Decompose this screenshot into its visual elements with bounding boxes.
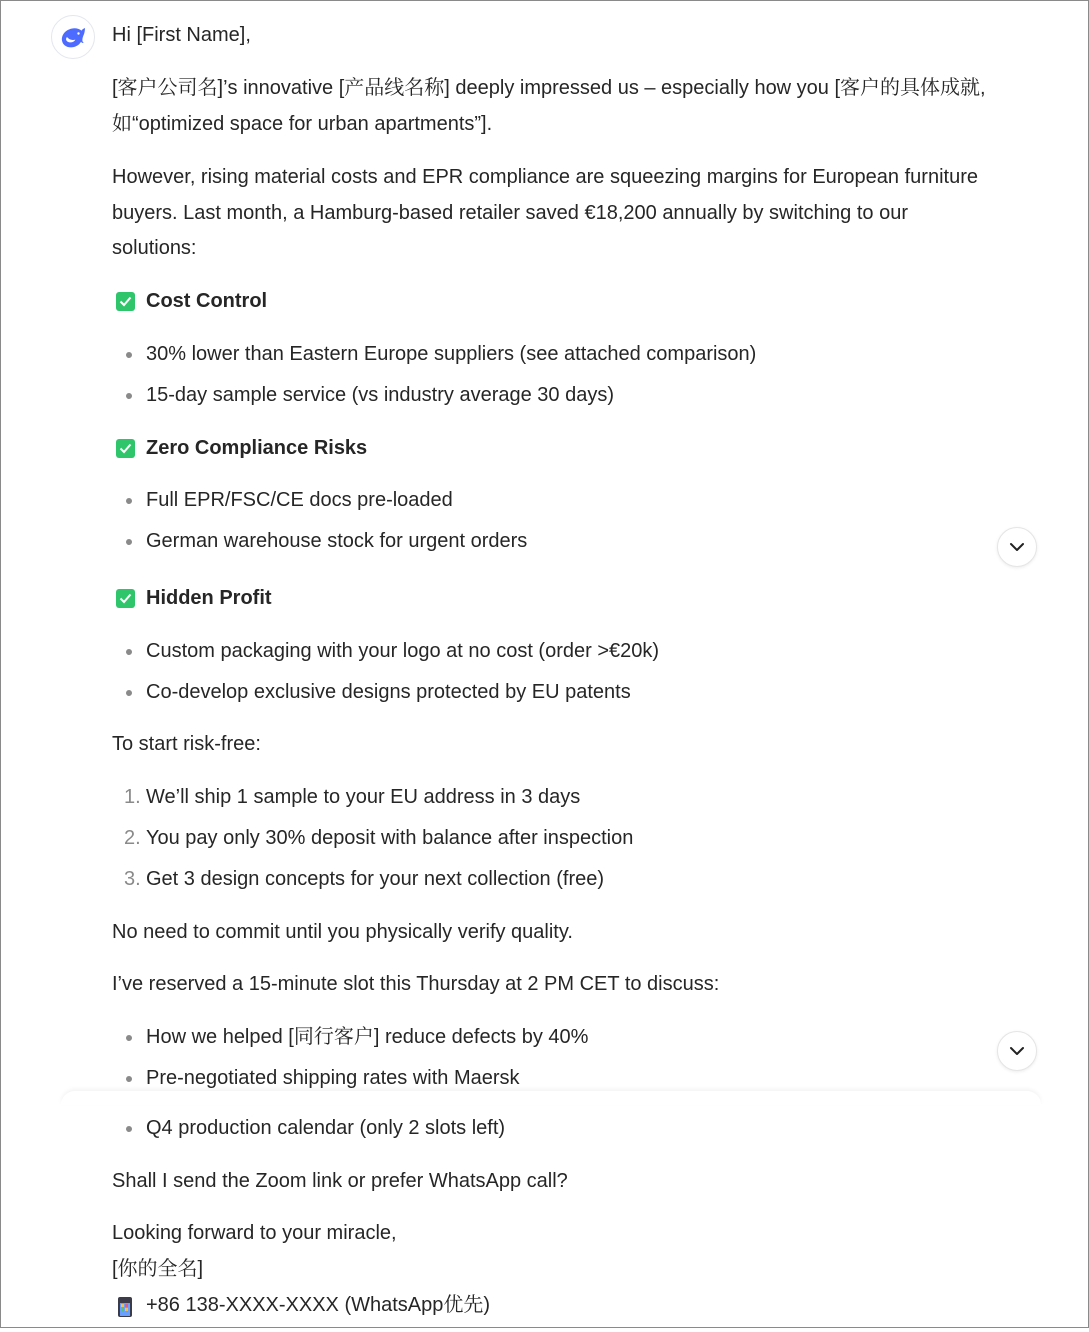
list-item: Custom packaging with your logo at no cost (order >€20k) bbox=[146, 640, 660, 662]
chevron-down-icon bbox=[1007, 537, 1027, 557]
intro-line: 如“optimized space for urban apartments”]. bbox=[112, 113, 493, 135]
step-text: Get 3 design concepts for your next collection (free) bbox=[146, 868, 605, 890]
intro-line: [客户公司名]’s innovative [产品线名称] deeply impressed us – especially how you [客户的具体成就, bbox=[112, 77, 986, 99]
signature-name: [你的全名] bbox=[112, 1258, 204, 1280]
assistant-avatar bbox=[51, 15, 95, 59]
bullet-icon bbox=[126, 352, 132, 358]
list-item: Co-develop exclusive designs protected by EU patents bbox=[146, 681, 631, 703]
closing-text: Looking forward to your miracle, bbox=[112, 1222, 397, 1244]
mobile-phone-icon bbox=[118, 1297, 132, 1317]
list-item: 30% lower than Eastern Europe suppliers (see attached comparison) bbox=[146, 343, 757, 365]
section-title: Zero Compliance Risks bbox=[146, 437, 368, 459]
step-number: 3. bbox=[124, 868, 141, 890]
composer-top-edge bbox=[61, 1091, 1041, 1105]
chevron-down-icon bbox=[1007, 1041, 1027, 1061]
list-item: German warehouse stock for urgent orders bbox=[146, 530, 528, 552]
list-item: Q4 production calendar (only 2 slots left) bbox=[146, 1117, 506, 1139]
list-item: Full EPR/FSC/CE docs pre-loaded bbox=[146, 489, 453, 511]
section-title: Hidden Profit bbox=[146, 587, 272, 609]
bullet-icon bbox=[126, 539, 132, 545]
context-line: solutions: bbox=[112, 237, 197, 259]
phone-number: +86 138-XXXX-XXXX (WhatsApp优先) bbox=[146, 1294, 491, 1316]
scroll-down-button[interactable] bbox=[997, 527, 1037, 567]
start-label: To start risk-free: bbox=[112, 733, 261, 755]
step-number: 1. bbox=[124, 786, 141, 808]
check-box-icon bbox=[116, 439, 135, 458]
no-commit-text: No need to commit until you physically verify quality. bbox=[112, 921, 573, 943]
list-item: 15-day sample service (vs industry average 30 days) bbox=[146, 384, 614, 406]
list-item: Pre-negotiated shipping rates with Maersk bbox=[146, 1067, 520, 1089]
bullet-icon bbox=[126, 690, 132, 696]
scroll-down-button[interactable] bbox=[997, 1031, 1037, 1071]
check-box-icon bbox=[116, 589, 135, 608]
context-line: However, rising material costs and EPR compliance are squeezing margins for European furniture bbox=[112, 166, 978, 188]
step-number: 2. bbox=[124, 827, 141, 849]
bullet-icon bbox=[126, 498, 132, 504]
bullet-icon bbox=[126, 393, 132, 399]
whale-logo-icon bbox=[58, 25, 88, 49]
check-box-icon bbox=[116, 292, 135, 311]
question-text: Shall I send the Zoom link or prefer WhatsApp call? bbox=[112, 1170, 568, 1192]
step-text: You pay only 30% deposit with balance after inspection bbox=[146, 827, 634, 849]
bullet-icon bbox=[126, 649, 132, 655]
reserved-text: I’ve reserved a 15-minute slot this Thursday at 2 PM CET to discuss: bbox=[112, 973, 720, 995]
bullet-icon bbox=[126, 1126, 132, 1132]
bullet-icon bbox=[126, 1035, 132, 1041]
section-title: Cost Control bbox=[146, 290, 268, 312]
list-item: How we helped [同行客户] reduce defects by 40% bbox=[146, 1026, 589, 1048]
step-text: We’ll ship 1 sample to your EU address in 3 days bbox=[146, 786, 581, 808]
context-line: buyers. Last month, a Hamburg-based retailer saved €18,200 annually by switching to our bbox=[112, 202, 909, 224]
greeting: Hi [First Name], bbox=[112, 24, 251, 46]
bullet-icon bbox=[126, 1076, 132, 1082]
